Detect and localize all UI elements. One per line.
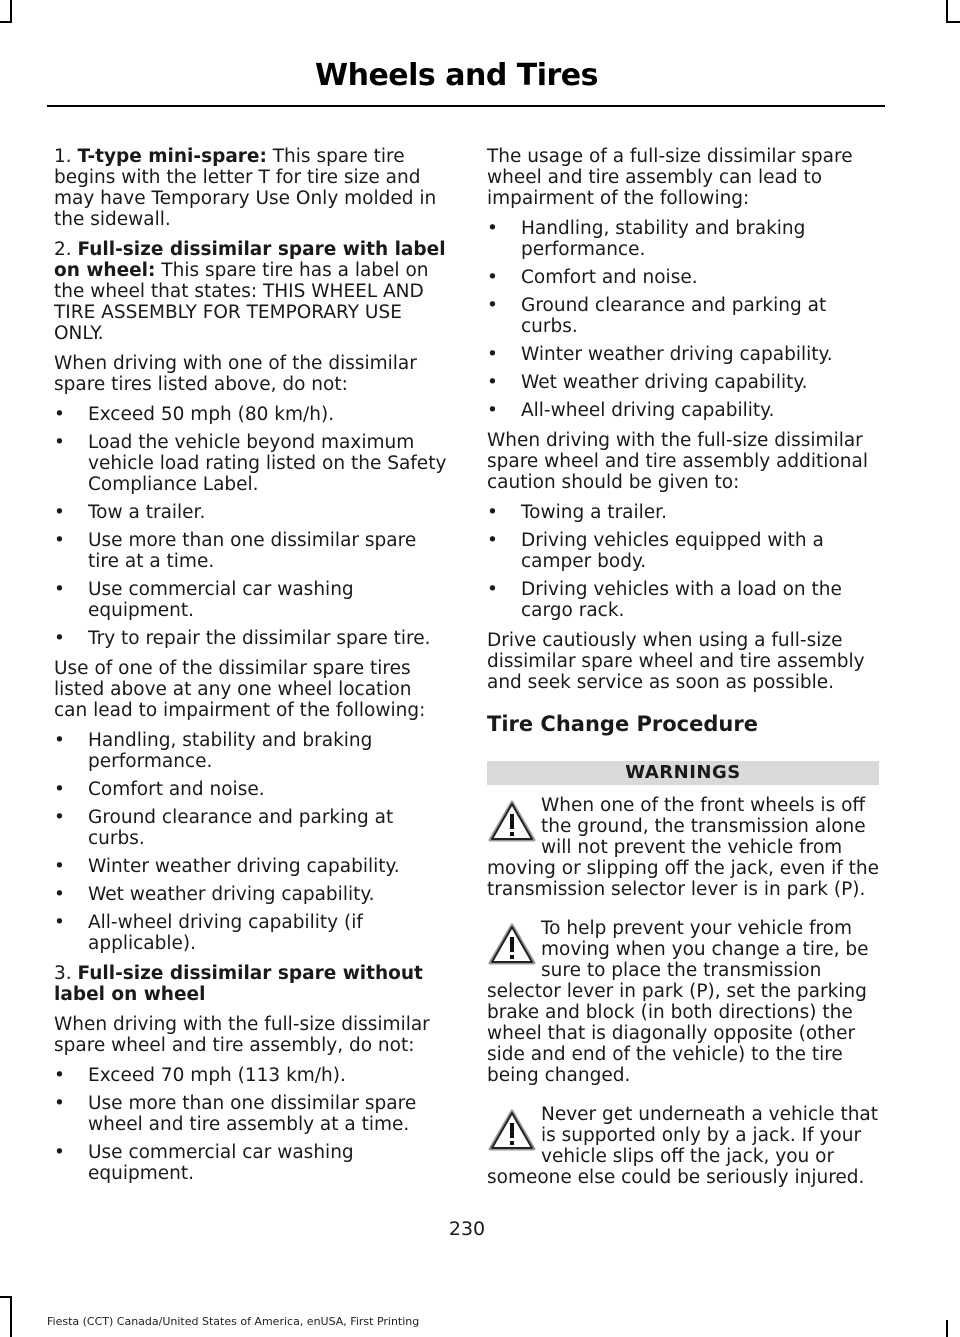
crop-mark	[946, 21, 960, 23]
list-item: • Try to repair the dissimilar spare tire.	[54, 628, 450, 649]
list-item: • All-wheel driving capability.	[487, 400, 879, 421]
warning-triangle-icon	[487, 1108, 541, 1154]
paragraph: When driving with one of the dissimilar spare tires listed above, do not:	[54, 353, 417, 395]
paragraph: When driving with the full-size dissimilar spare wheel and tire assembly additional caution should be given to:	[487, 430, 868, 493]
crop-mark	[10, 0, 12, 22]
list-item: • Ground clearance and parking at curbs.	[54, 807, 450, 849]
header-divider	[47, 105, 885, 107]
warning-triangle-icon	[487, 799, 541, 845]
page-title: Wheels and Tires	[315, 58, 598, 93]
paragraph: Use of one of the dissimilar spare tires listed above at any one wheel location can lead to impairment of the following:	[54, 658, 426, 721]
right-column	[487, 146, 879, 1206]
spare-type-2: 2. Full-size dissimilar spare with label on wheel: This spare tire has a label on the wheel that states: THIS WHEEL AND TIRE ASSEMBLY FOR TEMPORARY USE ONLY.	[54, 239, 446, 344]
warning-block	[487, 918, 879, 1086]
list-item: • Use more than one dissimilar spare tire at a time.	[54, 530, 450, 572]
list-item: • Load the vehicle beyond maximum vehicle load rating listed on the Safety Compliance Label.	[54, 432, 450, 495]
list-item: • Driving vehicles with a load on the cargo rack.	[487, 579, 879, 621]
warning-triangle-icon	[487, 922, 541, 968]
list-item: • Use more than one dissimilar spare wheel and tire assembly at a time.	[54, 1093, 450, 1135]
section-title: Tire Change Procedure	[487, 712, 758, 736]
warnings-header: WARNINGS	[487, 761, 879, 785]
list-item: • Ground clearance and parking at curbs.	[487, 295, 879, 337]
page-number: 230	[448, 1218, 486, 1240]
crop-mark	[946, 0, 948, 22]
paragraph: When driving with the full-size dissimilar spare wheel and tire assembly, do not:	[54, 1014, 430, 1056]
paragraph: The usage of a full-size dissimilar spare wheel and tire assembly can lead to impairment of the following:	[487, 146, 853, 209]
list-item: • Comfort and noise.	[54, 779, 450, 800]
crop-mark	[0, 1296, 12, 1298]
list-item: • Winter weather driving capability.	[54, 856, 450, 877]
spare-type-1: 1. T-type mini-spare: This spare tire begins with the letter T for tire size and may have Temporary Use Only molded in the sidewall.	[54, 146, 437, 230]
list-item: • All-wheel driving capability (if applicable).	[54, 912, 450, 954]
list-item: • Handling, stability and braking performance.	[487, 218, 879, 260]
paragraph: Drive cautiously when using a full-size dissimilar spare wheel and tire assembly and seek service as soon as possible.	[487, 630, 865, 693]
list-item: • Winter weather driving capability.	[487, 344, 879, 365]
list-item: • Wet weather driving capability.	[487, 372, 879, 393]
list-item: • Towing a trailer.	[487, 502, 879, 523]
bullet-list	[54, 1065, 450, 1184]
left-column	[54, 146, 450, 1193]
crop-mark	[946, 1320, 948, 1337]
warning-text: To help prevent your vehicle from moving when you change a tire, be sure to place the transmission selector lever in park (P), set the parking brake and block (in both directions) the wheel that is diagonally opposite (other side and end of the vehicle) to the tire being changed.	[487, 918, 869, 1086]
footer-text: Fiesta (CCT) Canada/United States of America, enUSA, First Printing	[47, 1315, 420, 1328]
list-item: • Exceed 50 mph (80 km/h).	[54, 404, 450, 425]
crop-mark	[0, 21, 12, 23]
warning-text: Never get underneath a vehicle that is supported only by a jack. If your vehicle slips off the jack, you or someone else could be seriously injured.	[487, 1104, 879, 1188]
list-item: • Exceed 70 mph (113 km/h).	[54, 1065, 450, 1086]
list-item: • Driving vehicles equipped with a camper body.	[487, 530, 879, 572]
bullet-list	[54, 730, 450, 954]
bullet-list	[54, 404, 450, 649]
spare-type-3: 3. Full-size dissimilar spare without label on wheel	[54, 963, 423, 1005]
bullet-list	[487, 502, 879, 621]
list-item: • Use commercial car washing equipment.	[54, 579, 450, 621]
list-item: • Handling, stability and braking performance.	[54, 730, 450, 772]
bullet-list	[487, 218, 879, 421]
crop-mark	[10, 1296, 12, 1337]
warning-text: When one of the front wheels is off the ground, the transmission alone will not prevent the vehicle from moving or slipping off the jack, even if the transmission selector lever is in park (P).	[487, 795, 879, 900]
list-item: • Use commercial car washing equipment.	[54, 1142, 450, 1184]
warning-block	[487, 1104, 879, 1188]
warning-block	[487, 795, 879, 900]
list-item: • Tow a trailer.	[54, 502, 450, 523]
list-item: • Comfort and noise.	[487, 267, 879, 288]
list-item: • Wet weather driving capability.	[54, 884, 450, 905]
